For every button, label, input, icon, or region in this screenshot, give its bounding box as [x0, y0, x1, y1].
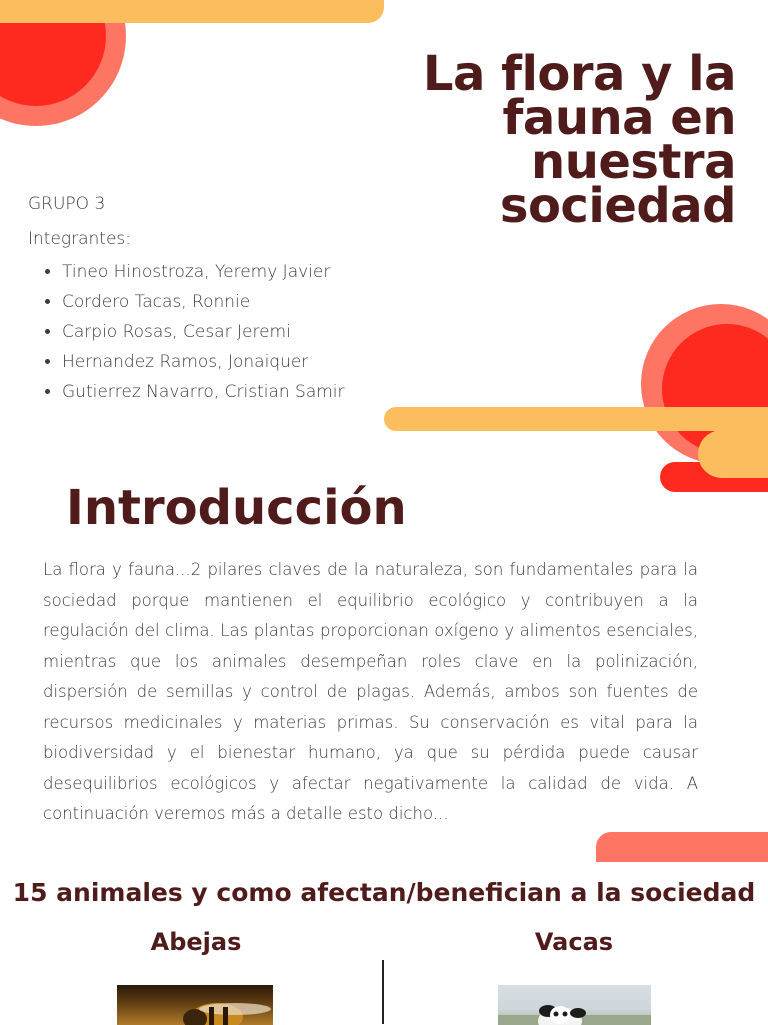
- animals-section-title: 15 animales y como afectan/benefician a la sociedad: [12, 878, 756, 907]
- members-list: [44, 257, 345, 407]
- member-item: • Gutierrez Navarro, Cristian Samir: [62, 377, 345, 407]
- title-line: fauna en: [502, 90, 736, 146]
- intro-paragraph: La flora y fauna...2 pilares claves de la naturaleza, son fundamentales para la sociedad porque mantienen el equilibrio ecológico y contribuyen a la regulación del clima. Las plantas proporcionan oxígeno y alimentos esenciales, mientras que los animales desempeñan roles clave en la polinización, dispersión de semillas y control de plagas. Además, ambos son fuentes de recursos medicinales y materias primas. Su conservación es vital para la biodiversidad y el bienestar humano, ya que su pérdida puede causar desequilibrios ecológicos y afectar negativamente la calidad de vida. A continuación veremos más a detalle esto dicho...: [43, 560, 698, 823]
- title-line: sociedad: [499, 178, 736, 234]
- intro-heading: Introducción: [66, 480, 407, 536]
- bee-image: [117, 985, 273, 1025]
- animal-heading-cows: Vacas: [534, 928, 614, 956]
- member-item: • Cordero Tacas, Ronnie: [62, 287, 345, 317]
- column-divider: [382, 960, 384, 1024]
- cow-image: [498, 985, 651, 1025]
- decorative-bar-right: [384, 407, 768, 431]
- member-item: • Carpio Rosas, Cesar Jeremi: [62, 317, 345, 347]
- decorative-bar-top: [0, 0, 384, 23]
- member-item: • Hernandez Ramos, Jonaiquer: [62, 347, 345, 377]
- decorative-bar-salmon: [596, 832, 768, 862]
- animal-heading-bees: Abejas: [150, 928, 242, 956]
- members-label: Integrantes:: [28, 229, 132, 249]
- cow-illustration: [498, 985, 651, 1025]
- decorative-bar-right-yellow: [698, 430, 768, 478]
- bee-illustration: [117, 985, 273, 1025]
- page-title: [422, 46, 736, 234]
- title-line: La flora y la: [422, 46, 736, 102]
- member-item: • Tineo Hinostroza, Yeremy Javier: [62, 257, 345, 287]
- title-line: nuestra: [531, 134, 736, 190]
- group-label: GRUPO 3: [28, 194, 106, 214]
